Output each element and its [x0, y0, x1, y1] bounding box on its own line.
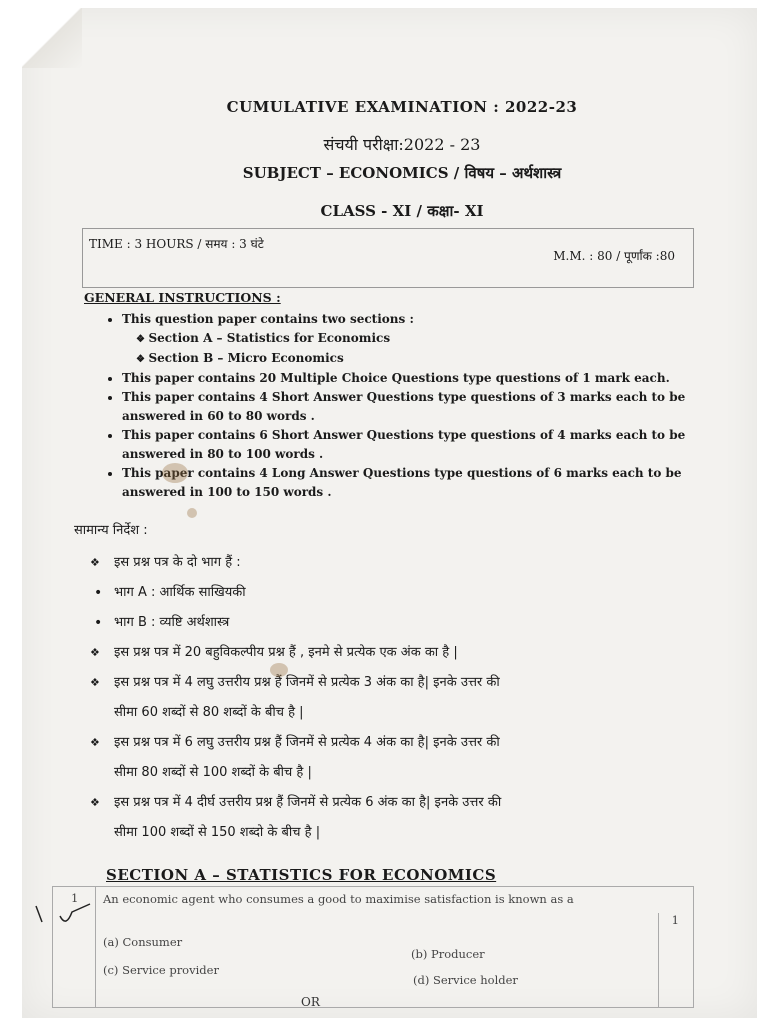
pen-tick-mark: [32, 898, 92, 938]
hindi-instruction-item: ❖ इस प्रश्न पत्र में 6 लघु उत्तरीय प्रश्न हैं जिनमें से प्रत्येक 4 अंक का है| इनके उत्तर की: [90, 728, 670, 758]
question-table: [52, 886, 694, 1008]
general-instructions-heading: GENERAL INSTRUCTIONS :: [84, 290, 281, 305]
exam-title: CUMULATIVE EXAMINATION : 2022-23: [226, 98, 578, 116]
option-b: (b) Producer: [411, 947, 485, 961]
exam-paper: [22, 8, 757, 1018]
hindi-instruction-continuation: सीमा 80 शब्दों से 100 शब्दों के बीच है |: [114, 765, 312, 780]
question-number: 1: [71, 891, 79, 905]
option-c: (c) Service provider: [103, 963, 219, 977]
hindi-instruction-continuation: सीमा 60 शब्दों से 80 शब्दों के बीच है |: [114, 705, 304, 720]
instruction-item: • This paper contains 6 Short Answer Questions type questions of 4 marks each to be answered in 80 to 100 words .: [122, 426, 692, 464]
hindi-instruction-item: ❖ इस प्रश्न पत्र के दो भाग हैं :: [90, 548, 670, 578]
time-marks-box: [82, 228, 694, 288]
hindi-instruction-item: • भाग B : व्यष्टि अर्थशास्त्र: [90, 608, 670, 638]
instruction-item: • This paper contains 4 Short Answer Questions type questions of 3 marks each to be answered in 60 to 80 words .: [122, 388, 692, 426]
hindi-instruction-item: • भाग A : आर्थिक साखियकी: [90, 578, 670, 608]
class-line: CLASS - XI / कक्षा- XI: [320, 202, 484, 220]
hindi-instruction-item: ❖ इस प्रश्न पत्र में 20 बहुविकल्पीय प्रश्न हैं , इनमे से प्रत्येक एक अंक का है |: [90, 638, 670, 668]
instruction-item: • This paper contains 4 Long Answer Questions type questions of 6 marks each to be answered in 100 to 150 words .: [122, 464, 692, 502]
section-item: ❖ Section B – Micro Economics: [136, 349, 692, 369]
hindi-instructions-heading: सामान्य निर्देश :: [74, 523, 148, 538]
section-a-heading: SECTION A – STATISTICS FOR ECONOMICS: [106, 866, 497, 884]
or-separator: OR: [301, 995, 320, 1009]
question-marks: 1: [671, 913, 679, 927]
option-a: (a) Consumer: [103, 935, 183, 949]
question-text: An economic agent who consumes a good to maximise satisfaction is known as a: [103, 892, 574, 906]
hindi-instructions-list: [90, 548, 670, 848]
option-d: (d) Service holder: [413, 973, 518, 987]
stain-mark: [162, 463, 188, 483]
max-marks: M.M. : 80 / पूर्णांक :80: [553, 249, 675, 263]
hindi-instruction-item: ❖ इस प्रश्न पत्र में 4 लघु उत्तरीय प्रश्न हैं जिनमें से प्रत्येक 3 अंक का है| इनके उत्तर की: [90, 668, 670, 698]
hindi-instruction-item: ❖ इस प्रश्न पत्र में 4 दीर्घ उत्तरीय प्रश्न हैं जिनमें से प्रत्येक 6 अंक का है| इनके उत्तर की: [90, 788, 670, 818]
instruction-item: • This question paper contains two sections :: [122, 310, 692, 329]
time-allowed: TIME : 3 HOURS / समय : 3 घंटे: [89, 237, 264, 251]
subject-line: SUBJECT – ECONOMICS / विषय – अर्थशास्त्र: [242, 164, 562, 182]
stain-mark: [187, 508, 197, 518]
instruction-item: • This paper contains 20 Multiple Choice Questions type questions of 1 mark each.: [122, 369, 692, 388]
exam-title-hindi: संचयी परीक्षा:2022 - 23: [323, 135, 481, 154]
hindi-instruction-continuation: सीमा 100 शब्दों से 150 शब्दो के बीच है |: [114, 825, 321, 840]
stain-mark: [270, 663, 288, 677]
page-fold: [22, 8, 82, 68]
marks-cell: [658, 913, 693, 1007]
section-item: ❖ Section A – Statistics for Economics: [136, 329, 692, 349]
